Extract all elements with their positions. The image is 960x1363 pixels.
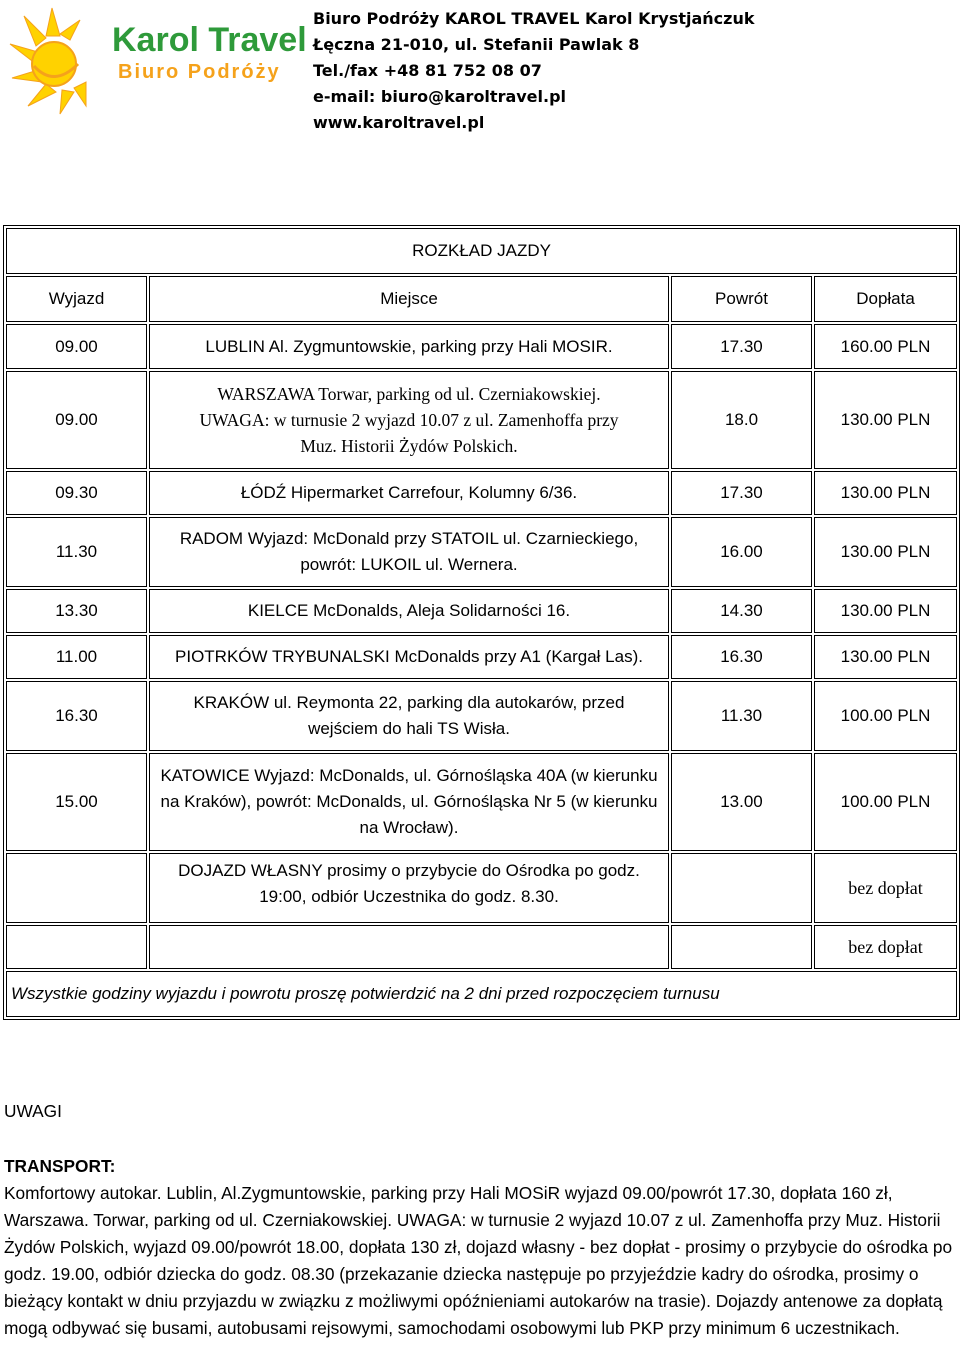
company-phone: Tel./fax +48 81 752 08 07 [313, 61, 542, 80]
cell-doplata: 100.00 PLN [814, 681, 957, 751]
cell-doplata: 100.00 PLN [814, 753, 957, 851]
column-header-doplata: Dopłata [814, 276, 957, 322]
cell-wyjazd: 11.00 [6, 635, 147, 679]
table-row [6, 853, 957, 923]
transport-heading: TRANSPORT: [4, 1156, 116, 1176]
table-row [6, 471, 957, 515]
cell-powrot: 16.30 [671, 635, 812, 679]
cell-powrot: 11.30 [671, 681, 812, 751]
table-title: ROZKŁAD JAZDY [6, 228, 957, 274]
cell-miejsce: KIELCE McDonalds, Aleja Solidarności 16. [149, 589, 669, 633]
cell-wyjazd [6, 925, 147, 969]
table-row [6, 324, 957, 369]
table-row [6, 371, 957, 469]
cell-wyjazd: 16.30 [6, 681, 147, 751]
cell-powrot: 14.30 [671, 589, 812, 633]
cell-doplata: 130.00 PLN [814, 471, 957, 515]
logo-title: Karol Travel [112, 21, 307, 59]
cell-miejsce: RADOM Wyjazd: McDonald przy STATOIL ul. Czarnieckiego, powrót: LUKOIL ul. Wernera. [149, 517, 669, 587]
table-header-row [6, 276, 957, 322]
cell-doplata: 130.00 PLN [814, 589, 957, 633]
company-address: Łęczna 21-010, ul. Stefanii Pawlak 8 [313, 35, 640, 54]
cell-miejsce: WARSZAWA Torwar, parking od ul. Czerniakowskiej. UWAGA: w turnusie 2 wyjazd 10.07 z ul. Zamenhoffa przy Muz. Historii Żydów Polskich. [149, 371, 669, 469]
cell-wyjazd: 09.30 [6, 471, 147, 515]
table-row [6, 753, 957, 851]
remarks-heading: UWAGI [4, 1101, 62, 1121]
table-row [6, 925, 957, 969]
cell-doplata: 130.00 PLN [814, 371, 957, 469]
remarks-section [4, 1098, 956, 1342]
table-row [6, 517, 957, 587]
cell-doplata: 160.00 PLN [814, 324, 957, 369]
cell-doplata: 130.00 PLN [814, 635, 957, 679]
cell-doplata: bez dopłat [814, 925, 957, 969]
table-title-row [6, 228, 957, 274]
cell-powrot [671, 853, 812, 923]
company-website[interactable]: www.karoltravel.pl [313, 113, 485, 132]
column-header-miejsce: Miejsce [149, 276, 669, 322]
cell-wyjazd: 11.30 [6, 517, 147, 587]
schedule-table [3, 225, 960, 1020]
cell-wyjazd: 09.00 [6, 371, 147, 469]
column-header-wyjazd: Wyjazd [6, 276, 147, 322]
table-row [6, 681, 957, 751]
cell-powrot: 17.30 [671, 324, 812, 369]
cell-miejsce: ŁÓDŹ Hipermarket Carrefour, Kolumny 6/36. [149, 471, 669, 515]
cell-powrot: 13.00 [671, 753, 812, 851]
cell-miejsce: LUBLIN Al. Zygmuntowskie, parking przy Hali MOSIR. [149, 324, 669, 369]
cell-powrot: 17.30 [671, 471, 812, 515]
cell-powrot: 18.0 [671, 371, 812, 469]
sun-logo-icon [8, 6, 307, 116]
note-row [6, 971, 957, 1017]
logo-subtitle: Biuro Podróży [118, 61, 281, 83]
cell-powrot [671, 925, 812, 969]
transport-text: Komfortowy autokar. Lublin, Al.Zygmuntowskie, parking przy Hali MOSiR wyjazd 09.00/powrót 17.30, dopłata 160 zł, Warszawa. Torwar, parking od ul. Czerniakowskiej. UWAGA: w turnusie 2 wyjazd 10.07 z ul. Zamenhoffa przy Muz. Historii Żydów Polskich, wyjazd 09.00/powrót 18.00, dopłata 130 zł, dojazd własny - bez dopłat - prosimy o przybycie do ośrodka po godz. 19.00, odbiór dziecka do godz. 08.30 (przekazanie dziecka następuje po przyjeździe kadry do ośrodka, prosimy o bieżący kontakt w dniu przyjazdu w związku z możliwymi opóźnieniami autokarów na trasie). Dojazdy antenowe za dopłatą mogą odbywać się busami, autobusami rejsowymi, samochodami osobowymi lub PKP przy minimum 6 uczestnikach. [4, 1183, 953, 1338]
cell-powrot: 16.00 [671, 517, 812, 587]
cell-wyjazd: 15.00 [6, 753, 147, 851]
cell-doplata: 130.00 PLN [814, 517, 957, 587]
table-row [6, 635, 957, 679]
cell-wyjazd: 13.30 [6, 589, 147, 633]
table-row [6, 589, 957, 633]
cell-miejsce: KATOWICE Wyjazd: McDonalds, ul. Górnośląska 40A (w kierunku na Kraków), powrót: McDonalds, ul. Górnośląska Nr 5 (w kierunku na Wrocław). [149, 753, 669, 851]
company-email[interactable]: e-mail: biuro@karoltravel.pl [313, 87, 567, 106]
cell-miejsce: DOJAZD WŁASNY prosimy o przybycie do Ośrodka po godz. 19:00, odbiór Uczestnika do godz. 8.30. [149, 853, 669, 923]
company-name: Biuro Podróży KAROL TRAVEL Karol Krystjańczuk [313, 9, 755, 28]
company-logo [8, 6, 307, 116]
column-header-powrot: Powrót [671, 276, 812, 322]
cell-miejsce [149, 925, 669, 969]
cell-doplata: bez dopłat [814, 853, 957, 923]
cell-miejsce: KRAKÓW ul. Reymonta 22, parking dla autokarów, przed wejściem do hali TS Wisła. [149, 681, 669, 751]
company-info [313, 6, 755, 136]
cell-miejsce: PIOTRKÓW TRYBUNALSKI McDonalds przy A1 (Kargał Las). [149, 635, 669, 679]
cell-wyjazd: 09.00 [6, 324, 147, 369]
schedule-note: Wszystkie godziny wyjazdu i powrotu proszę potwierdzić na 2 dni przed rozpoczęciem turnusu [6, 971, 957, 1017]
cell-wyjazd [6, 853, 147, 923]
